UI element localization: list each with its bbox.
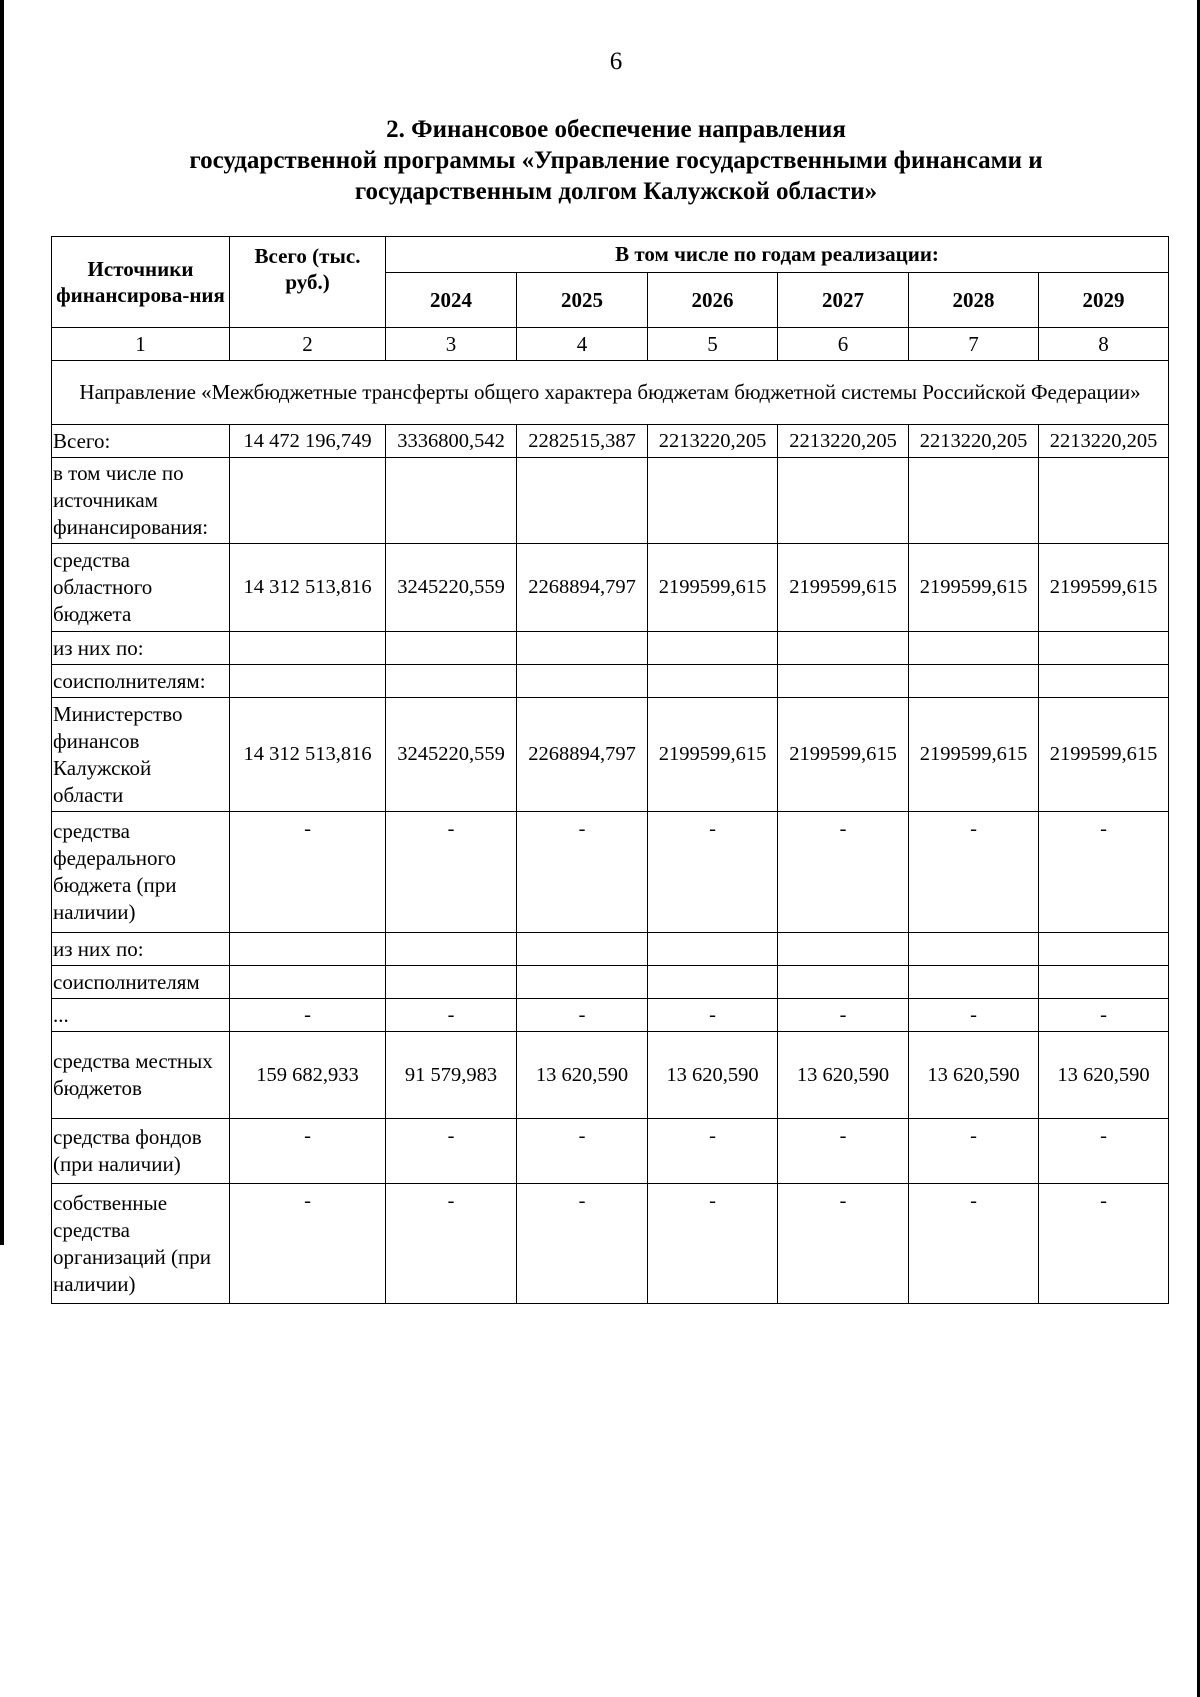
value-cell bbox=[386, 966, 517, 999]
value-cell: 91 579,983 bbox=[386, 1032, 517, 1119]
value-cell: 159 682,933 bbox=[230, 1032, 386, 1119]
value-cell: 2213220,205 bbox=[778, 425, 909, 458]
value-cell bbox=[909, 458, 1039, 544]
value-cell bbox=[517, 458, 648, 544]
value-cell: 2213220,205 bbox=[909, 425, 1039, 458]
row-label: собственные средства организаций (при наличии) bbox=[52, 1184, 230, 1304]
table-row bbox=[52, 665, 1169, 698]
header-source: Источники финансирова-ния bbox=[52, 237, 230, 328]
table-row bbox=[52, 425, 1169, 458]
value-cell: 3245220,559 bbox=[386, 544, 517, 632]
value-cell: - bbox=[517, 1119, 648, 1184]
value-cell bbox=[778, 665, 909, 698]
value-cell bbox=[648, 458, 778, 544]
header-year: 2027 bbox=[778, 273, 909, 328]
financing-table bbox=[51, 236, 1169, 1304]
column-number: 6 bbox=[778, 328, 909, 361]
value-cell: - bbox=[1039, 1184, 1169, 1304]
row-label: средства федерального бюджета (при наличии) bbox=[52, 812, 230, 933]
column-number: 7 bbox=[909, 328, 1039, 361]
row-label: средства местных бюджетов bbox=[52, 1032, 230, 1119]
table-row bbox=[52, 458, 1169, 544]
value-cell: - bbox=[517, 999, 648, 1032]
value-cell: - bbox=[230, 1184, 386, 1304]
table-row bbox=[52, 1032, 1169, 1119]
value-cell: - bbox=[648, 1184, 778, 1304]
row-label: в том числе по источникам финансирования: bbox=[52, 458, 230, 544]
column-number: 8 bbox=[1039, 328, 1169, 361]
value-cell bbox=[648, 665, 778, 698]
value-cell bbox=[909, 665, 1039, 698]
header-year: 2025 bbox=[517, 273, 648, 328]
table-row bbox=[52, 1119, 1169, 1184]
row-label: средства областного бюджета bbox=[52, 544, 230, 632]
header-year: 2029 bbox=[1039, 273, 1169, 328]
value-cell: - bbox=[230, 999, 386, 1032]
heading-line-2: государственной программы «Управление государственными финансами и bbox=[189, 147, 1043, 174]
value-cell bbox=[1039, 933, 1169, 966]
row-label: из них по: bbox=[52, 933, 230, 966]
value-cell bbox=[386, 933, 517, 966]
value-cell: 2199599,615 bbox=[648, 698, 778, 812]
column-number-row bbox=[52, 328, 1169, 361]
value-cell: - bbox=[909, 999, 1039, 1032]
column-number: 5 bbox=[648, 328, 778, 361]
value-cell: 2199599,615 bbox=[648, 544, 778, 632]
value-cell: 2268894,797 bbox=[517, 544, 648, 632]
value-cell: 13 620,590 bbox=[1039, 1032, 1169, 1119]
value-cell bbox=[230, 665, 386, 698]
value-cell: - bbox=[517, 812, 648, 933]
table-row bbox=[52, 966, 1169, 999]
value-cell: - bbox=[648, 999, 778, 1032]
value-cell bbox=[778, 632, 909, 665]
value-cell: - bbox=[648, 812, 778, 933]
value-cell bbox=[230, 458, 386, 544]
value-cell bbox=[386, 458, 517, 544]
value-cell: 14 312 513,816 bbox=[230, 544, 386, 632]
row-label: Министерство финансов Калужской области bbox=[52, 698, 230, 812]
value-cell bbox=[648, 966, 778, 999]
value-cell: 2199599,615 bbox=[909, 698, 1039, 812]
value-cell: - bbox=[909, 812, 1039, 933]
value-cell bbox=[517, 632, 648, 665]
page-number: 6 bbox=[609, 48, 623, 75]
direction-row bbox=[52, 361, 1169, 425]
value-cell: - bbox=[648, 1119, 778, 1184]
value-cell bbox=[778, 458, 909, 544]
header-total: Всего (тыс. руб.) bbox=[230, 237, 386, 328]
value-cell bbox=[1039, 632, 1169, 665]
value-cell: 13 620,590 bbox=[909, 1032, 1039, 1119]
value-cell: - bbox=[909, 1119, 1039, 1184]
direction-title: Направление «Межбюджетные трансферты общего характера бюджетам бюджетной системы Российской Федерации» bbox=[52, 361, 1169, 425]
value-cell bbox=[230, 632, 386, 665]
value-cell bbox=[1039, 458, 1169, 544]
table-row bbox=[52, 933, 1169, 966]
value-cell: - bbox=[778, 999, 909, 1032]
value-cell: - bbox=[778, 812, 909, 933]
value-cell: 2213220,205 bbox=[1039, 425, 1169, 458]
column-number: 4 bbox=[517, 328, 648, 361]
value-cell: - bbox=[1039, 812, 1169, 933]
value-cell: - bbox=[386, 1184, 517, 1304]
value-cell: - bbox=[230, 812, 386, 933]
table-row bbox=[52, 1184, 1169, 1304]
value-cell: 2282515,387 bbox=[517, 425, 648, 458]
column-number: 1 bbox=[52, 328, 230, 361]
value-cell: - bbox=[230, 1119, 386, 1184]
value-cell: 13 620,590 bbox=[517, 1032, 648, 1119]
value-cell bbox=[778, 966, 909, 999]
value-cell: - bbox=[778, 1119, 909, 1184]
table-row bbox=[52, 632, 1169, 665]
table-row bbox=[52, 999, 1169, 1032]
value-cell: - bbox=[1039, 1119, 1169, 1184]
value-cell bbox=[909, 933, 1039, 966]
value-cell: - bbox=[778, 1184, 909, 1304]
value-cell bbox=[1039, 966, 1169, 999]
value-cell: 14 472 196,749 bbox=[230, 425, 386, 458]
value-cell: 2199599,615 bbox=[1039, 544, 1169, 632]
value-cell bbox=[517, 933, 648, 966]
value-cell: 2199599,615 bbox=[778, 698, 909, 812]
header-year: 2026 bbox=[648, 273, 778, 328]
row-label: соисполнителям: bbox=[52, 665, 230, 698]
table-row bbox=[52, 698, 1169, 812]
column-number: 3 bbox=[386, 328, 517, 361]
value-cell: - bbox=[386, 812, 517, 933]
value-cell: - bbox=[909, 1184, 1039, 1304]
header-year: 2024 bbox=[386, 273, 517, 328]
value-cell bbox=[386, 665, 517, 698]
section-heading bbox=[0, 114, 1200, 207]
value-cell: 13 620,590 bbox=[648, 1032, 778, 1119]
value-cell: 2213220,205 bbox=[648, 425, 778, 458]
value-cell bbox=[386, 632, 517, 665]
value-cell: - bbox=[1039, 999, 1169, 1032]
value-cell: 13 620,590 bbox=[778, 1032, 909, 1119]
value-cell: 2268894,797 bbox=[517, 698, 648, 812]
value-cell: - bbox=[386, 1119, 517, 1184]
row-label: ... bbox=[52, 999, 230, 1032]
row-label: Всего: bbox=[52, 425, 230, 458]
value-cell bbox=[909, 966, 1039, 999]
value-cell bbox=[648, 632, 778, 665]
heading-line-1: 2. Финансовое обеспечение направления bbox=[386, 116, 846, 143]
table-row bbox=[52, 544, 1169, 632]
value-cell bbox=[1039, 665, 1169, 698]
value-cell: 14 312 513,816 bbox=[230, 698, 386, 812]
value-cell: 3245220,559 bbox=[386, 698, 517, 812]
value-cell bbox=[230, 933, 386, 966]
row-label: средства фондов (при наличии) bbox=[52, 1119, 230, 1184]
header-year: 2028 bbox=[909, 273, 1039, 328]
value-cell: 2199599,615 bbox=[1039, 698, 1169, 812]
value-cell: - bbox=[517, 1184, 648, 1304]
table-row bbox=[52, 812, 1169, 933]
column-number: 2 bbox=[230, 328, 386, 361]
value-cell: 2199599,615 bbox=[909, 544, 1039, 632]
value-cell bbox=[230, 966, 386, 999]
value-cell bbox=[909, 632, 1039, 665]
heading-line-3: государственным долгом Калужской области» bbox=[354, 178, 878, 205]
value-cell: 2199599,615 bbox=[778, 544, 909, 632]
row-label: соисполнителям bbox=[52, 966, 230, 999]
row-label: из них по: bbox=[52, 632, 230, 665]
header-years-group: В том числе по годам реализации: bbox=[386, 237, 1169, 273]
value-cell: 3336800,542 bbox=[386, 425, 517, 458]
value-cell bbox=[517, 665, 648, 698]
value-cell: - bbox=[386, 999, 517, 1032]
value-cell bbox=[517, 966, 648, 999]
value-cell bbox=[778, 933, 909, 966]
value-cell bbox=[648, 933, 778, 966]
